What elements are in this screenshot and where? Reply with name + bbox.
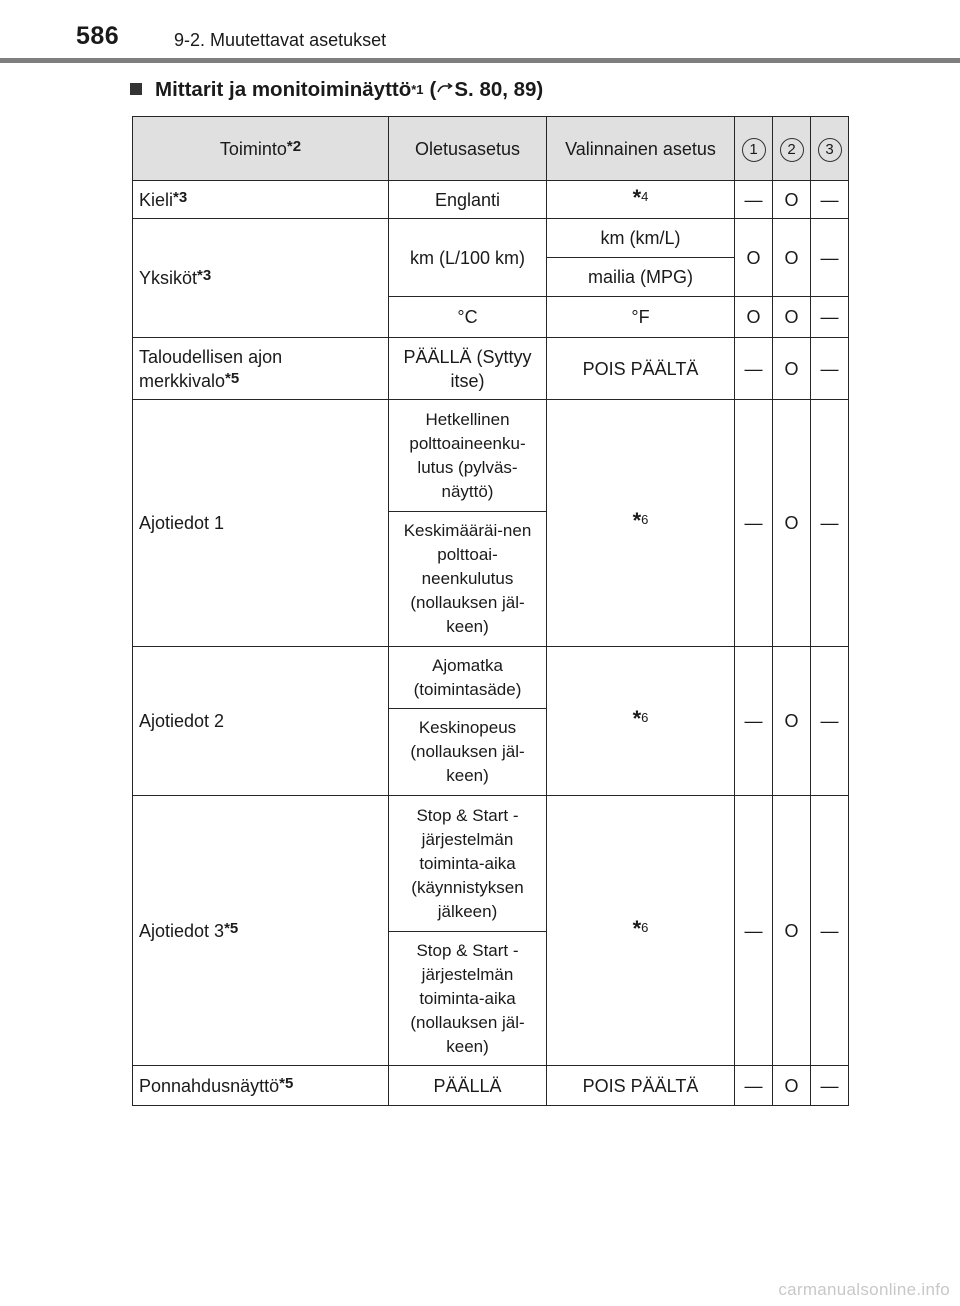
row-optional: mailia (MPG) [547,258,735,297]
row-default: km (L/100 km) [389,219,547,297]
header-function: Toiminto$^{*2}$ [133,117,389,181]
row-col-2: O [773,297,811,338]
row-default: Stop & Start -järjestelmän toiminta-aika (nollauksen jäl-keen) [389,932,547,1066]
row-col-3: — [811,647,849,796]
row-col-2: O [773,400,811,647]
row-default: Keskinopeus (nollauksen jäl-keen) [389,709,547,796]
chapter-title: 9-2. Muutettavat asetukset [174,30,387,50]
row-label: Ajotiedot 3$^{*5}$ [133,796,389,1066]
circled-1-icon: 1 [742,138,766,162]
row-optional: *$^4$ [547,181,735,219]
row-label: Kieli$^{*3}$ [133,181,389,219]
row-col-2: O [773,338,811,400]
row-col-1: — [735,400,773,647]
table-row [133,338,849,400]
row-default: Ajomatka (toimintasäde) [389,647,547,709]
row-col-3: — [811,338,849,400]
section-page-ref[interactable]: S. 80, 89) [454,78,544,101]
row-col-1: — [735,796,773,1066]
page-ref-arrow-icon [437,81,453,98]
watermark: carmanualsonline.info [778,1280,950,1299]
row-col-3: — [811,400,849,647]
row-label: Ajotiedot 2 [133,647,389,796]
header-col-1 [735,117,773,181]
header-col-2 [773,117,811,181]
row-optional: *$^6$ [547,647,735,796]
settings-table [132,116,849,1106]
row-col-2: O [773,796,811,1066]
table-header-row [133,117,849,181]
section-footnote-ref: *1 [411,82,424,97]
section-open-paren: ( [429,78,437,101]
table-row [133,796,849,932]
row-optional: POIS PÄÄLTÄ [547,338,735,400]
header-rule [0,58,960,63]
row-default: Keskimääräi-nen polttoai-neenkulutus (nollauksen jäl-keen) [389,512,547,647]
row-col-3: — [811,297,849,338]
row-col-3: — [811,796,849,1066]
row-optional: *$^6$ [547,796,735,1066]
row-col-1: — [735,338,773,400]
table-row [133,647,849,709]
row-default: Englanti [389,181,547,219]
row-col-2: O [773,181,811,219]
header-col-3 [811,117,849,181]
row-default: PÄÄLLÄ (Syttyy itse) [389,338,547,400]
header-default: Oletusasetus [389,117,547,181]
row-optional: °F [547,297,735,338]
row-col-1: — [735,181,773,219]
table-row [133,400,849,512]
row-optional: km (km/L) [547,219,735,258]
row-col-1: — [735,647,773,796]
row-col-2: O [773,219,811,297]
row-default: °C [389,297,547,338]
section-title: Mittarit ja monitoiminäyttö [155,78,412,101]
row-label: Ajotiedot 1 [133,400,389,647]
page-number: 586 [76,22,120,50]
row-label: Yksiköt$^{*3}$ [133,219,389,338]
row-default: Stop & Start -järjestelmän toiminta-aika (käynnistyksen jälkeen) [389,796,547,932]
circled-3-icon: 3 [818,138,842,162]
row-col-3: — [811,1066,849,1106]
row-optional: *$^6$ [547,400,735,647]
table-row [133,1066,849,1106]
row-default: PÄÄLLÄ [389,1066,547,1106]
row-default: Hetkellinen polttoaineenku-lutus (pylväs-näyttö) [389,400,547,512]
row-label: Ponnahdusnäyttö$^{*5}$ [133,1066,389,1106]
section-heading [130,78,543,102]
row-col-1: — [735,1066,773,1106]
row-col-2: O [773,647,811,796]
row-optional: POIS PÄÄLTÄ [547,1066,735,1106]
row-label: Taloudellisen ajon merkkivalo$^{*5}$ [133,338,389,400]
table-row [133,181,849,219]
square-bullet-icon [130,83,142,95]
row-col-1: O [735,219,773,297]
row-col-3: — [811,219,849,297]
row-col-1: O [735,297,773,338]
circled-2-icon: 2 [780,138,804,162]
header-optional: Valinnainen asetus [547,117,735,181]
row-col-2: O [773,1066,811,1106]
table-row [133,219,849,258]
row-col-3: — [811,181,849,219]
